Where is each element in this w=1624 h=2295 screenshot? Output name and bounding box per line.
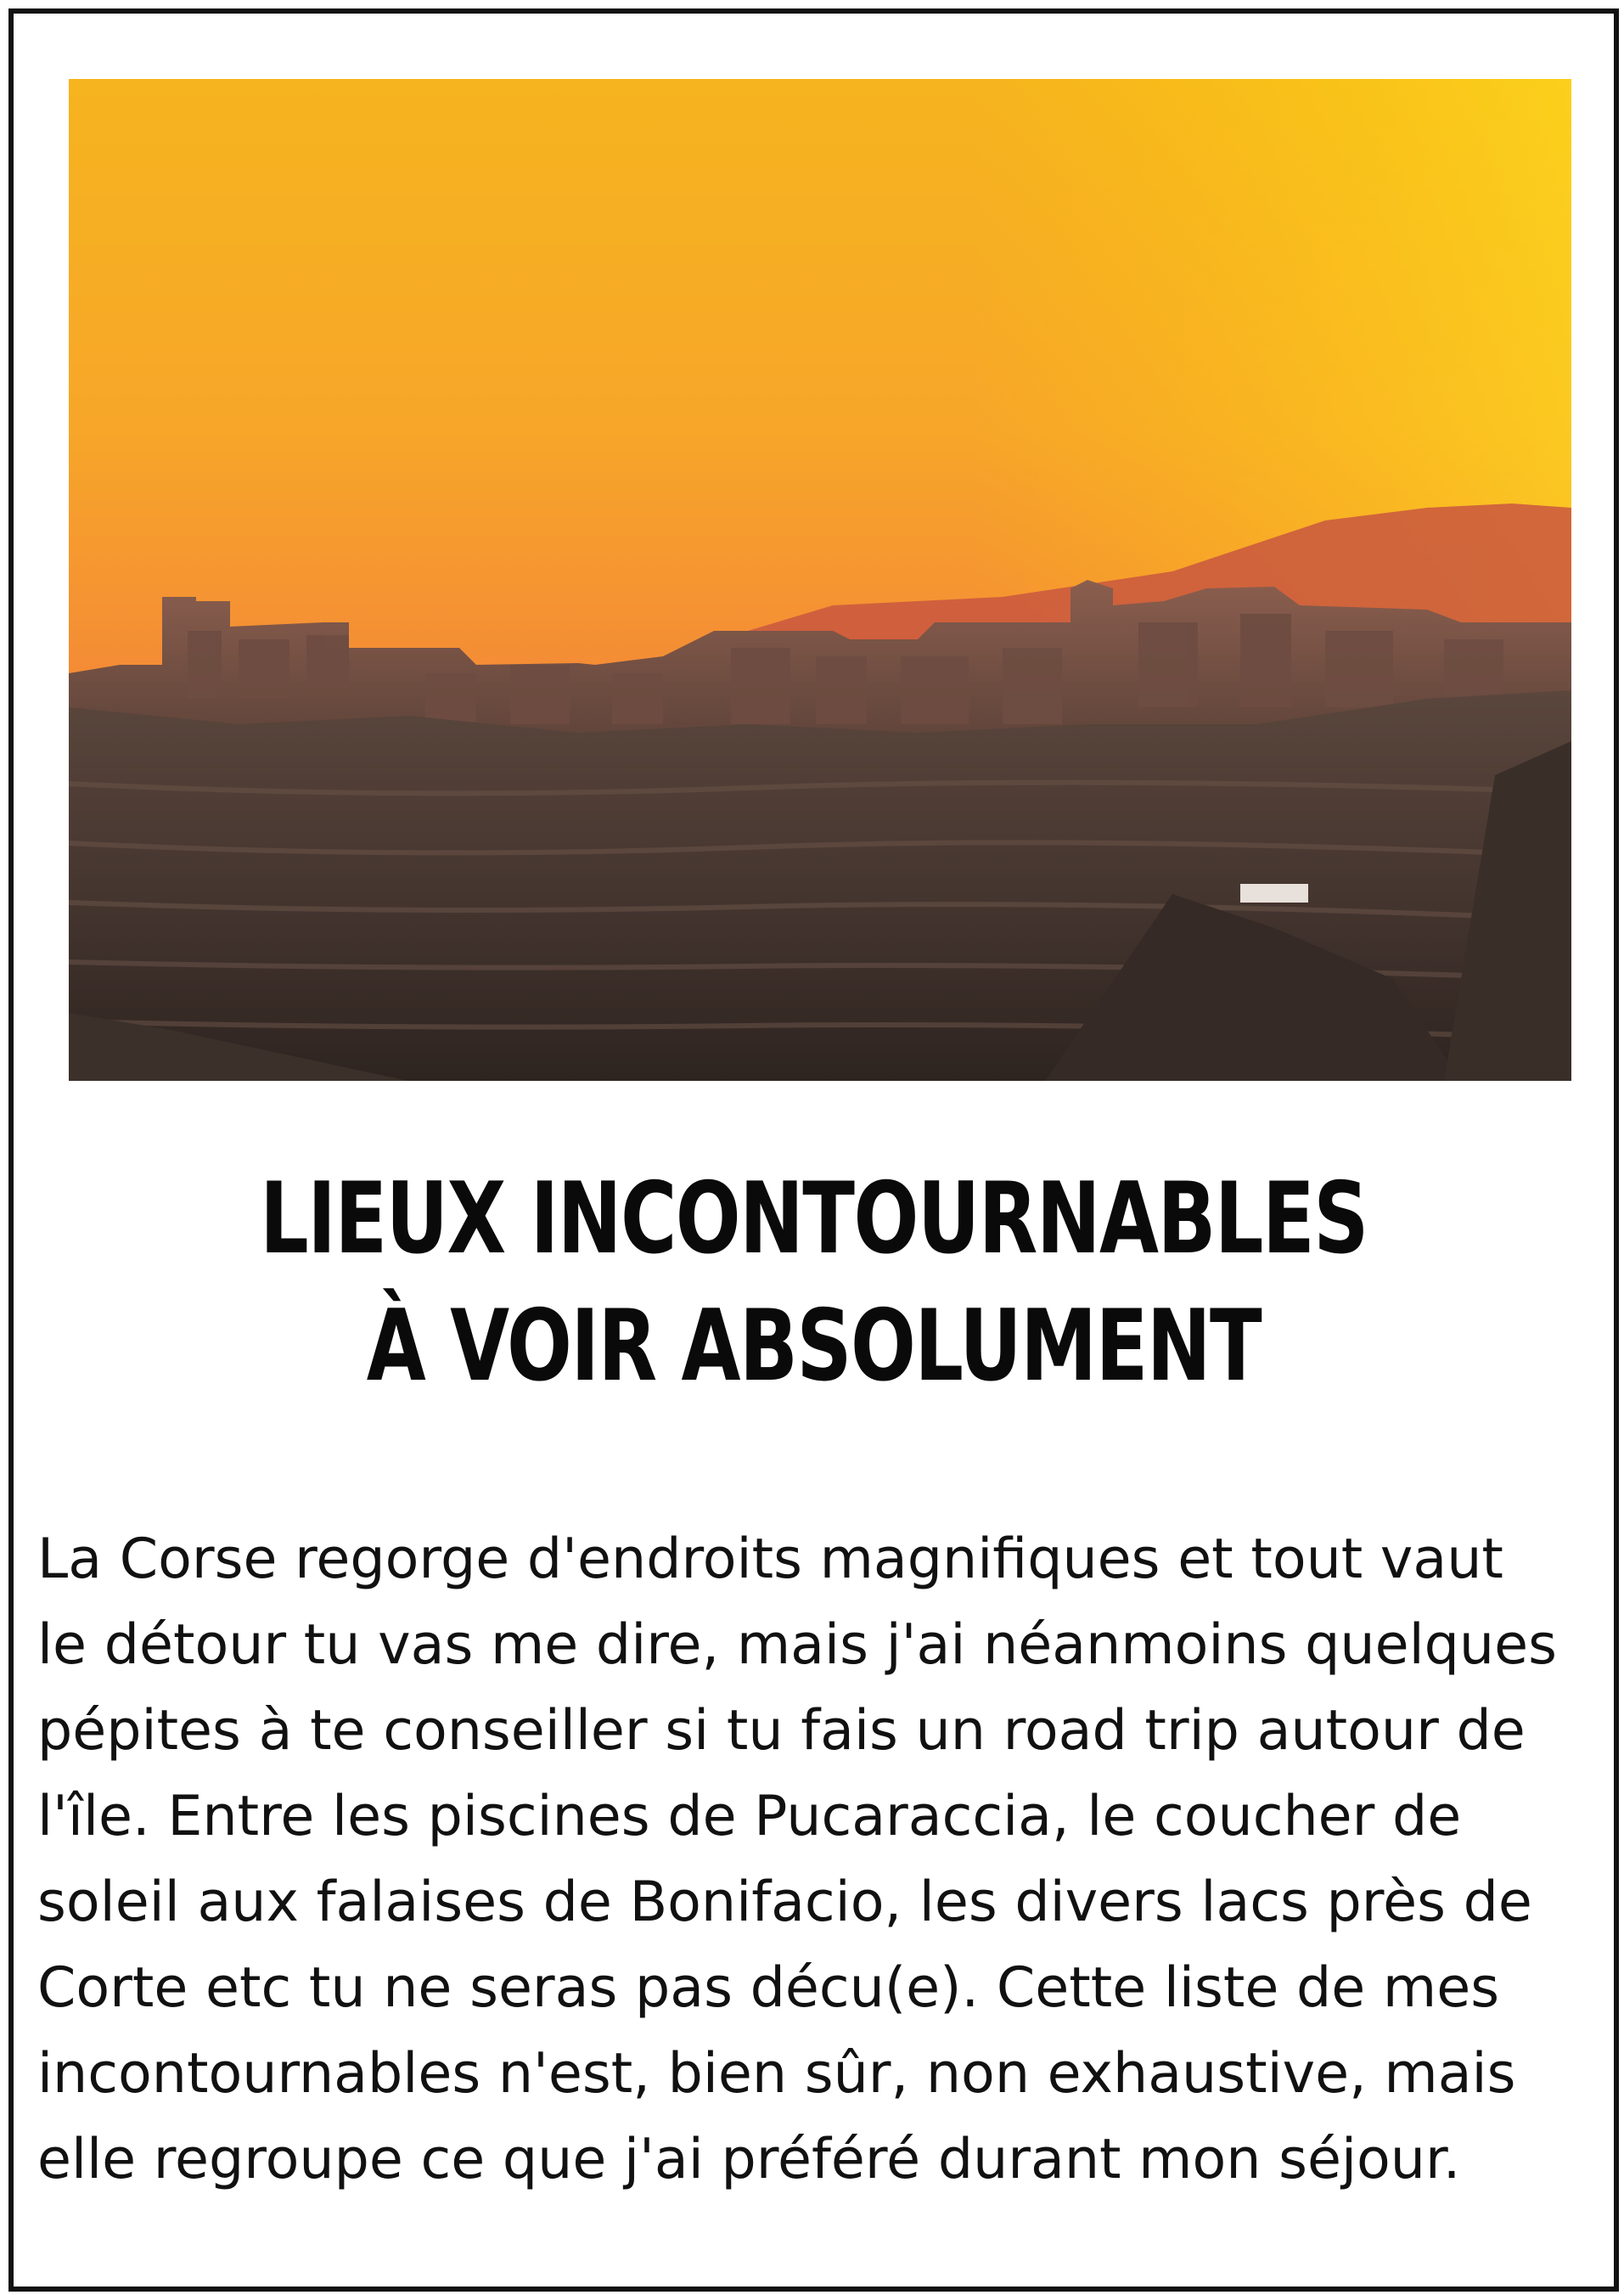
- body-line: pépites à te conseiller si tu fais un road trip autour de: [37, 1699, 1526, 1763]
- body-line: La Corse regorge d'endroits magnifiques et tout vaut: [37, 1527, 1503, 1591]
- body-line: incontournables n'est, bien sûr, non exhaustive, mais: [37, 2042, 1516, 2106]
- title-line-2: À VOIR ABSOLUMENT: [366, 1289, 1262, 1403]
- page-frame: [8, 8, 1619, 2292]
- body-line: elle regroupe ce que j'ai préféré durant mon séjour.: [37, 2128, 1461, 2191]
- body-line: l'île. Entre les piscines de Pucaraccia, le coucher de: [37, 1785, 1462, 1848]
- bonifacio-sunset-image: [69, 79, 1571, 1081]
- body-line: Corte etc tu ne seras pas décu(e). Cette liste de mes: [37, 1956, 1500, 2020]
- page-title: [189, 1156, 1437, 1410]
- body-line: soleil aux falaises de Bonifacio, les divers lacs près de: [37, 1870, 1532, 1934]
- body-paragraph: [37, 1516, 1608, 2202]
- hero-photo: [69, 79, 1571, 1081]
- body-line: le détour tu vas me dire, mais j'ai néanmoins quelques: [37, 1613, 1557, 1677]
- title-line-1: LIEUX INCONTOURNABLES: [260, 1162, 1368, 1276]
